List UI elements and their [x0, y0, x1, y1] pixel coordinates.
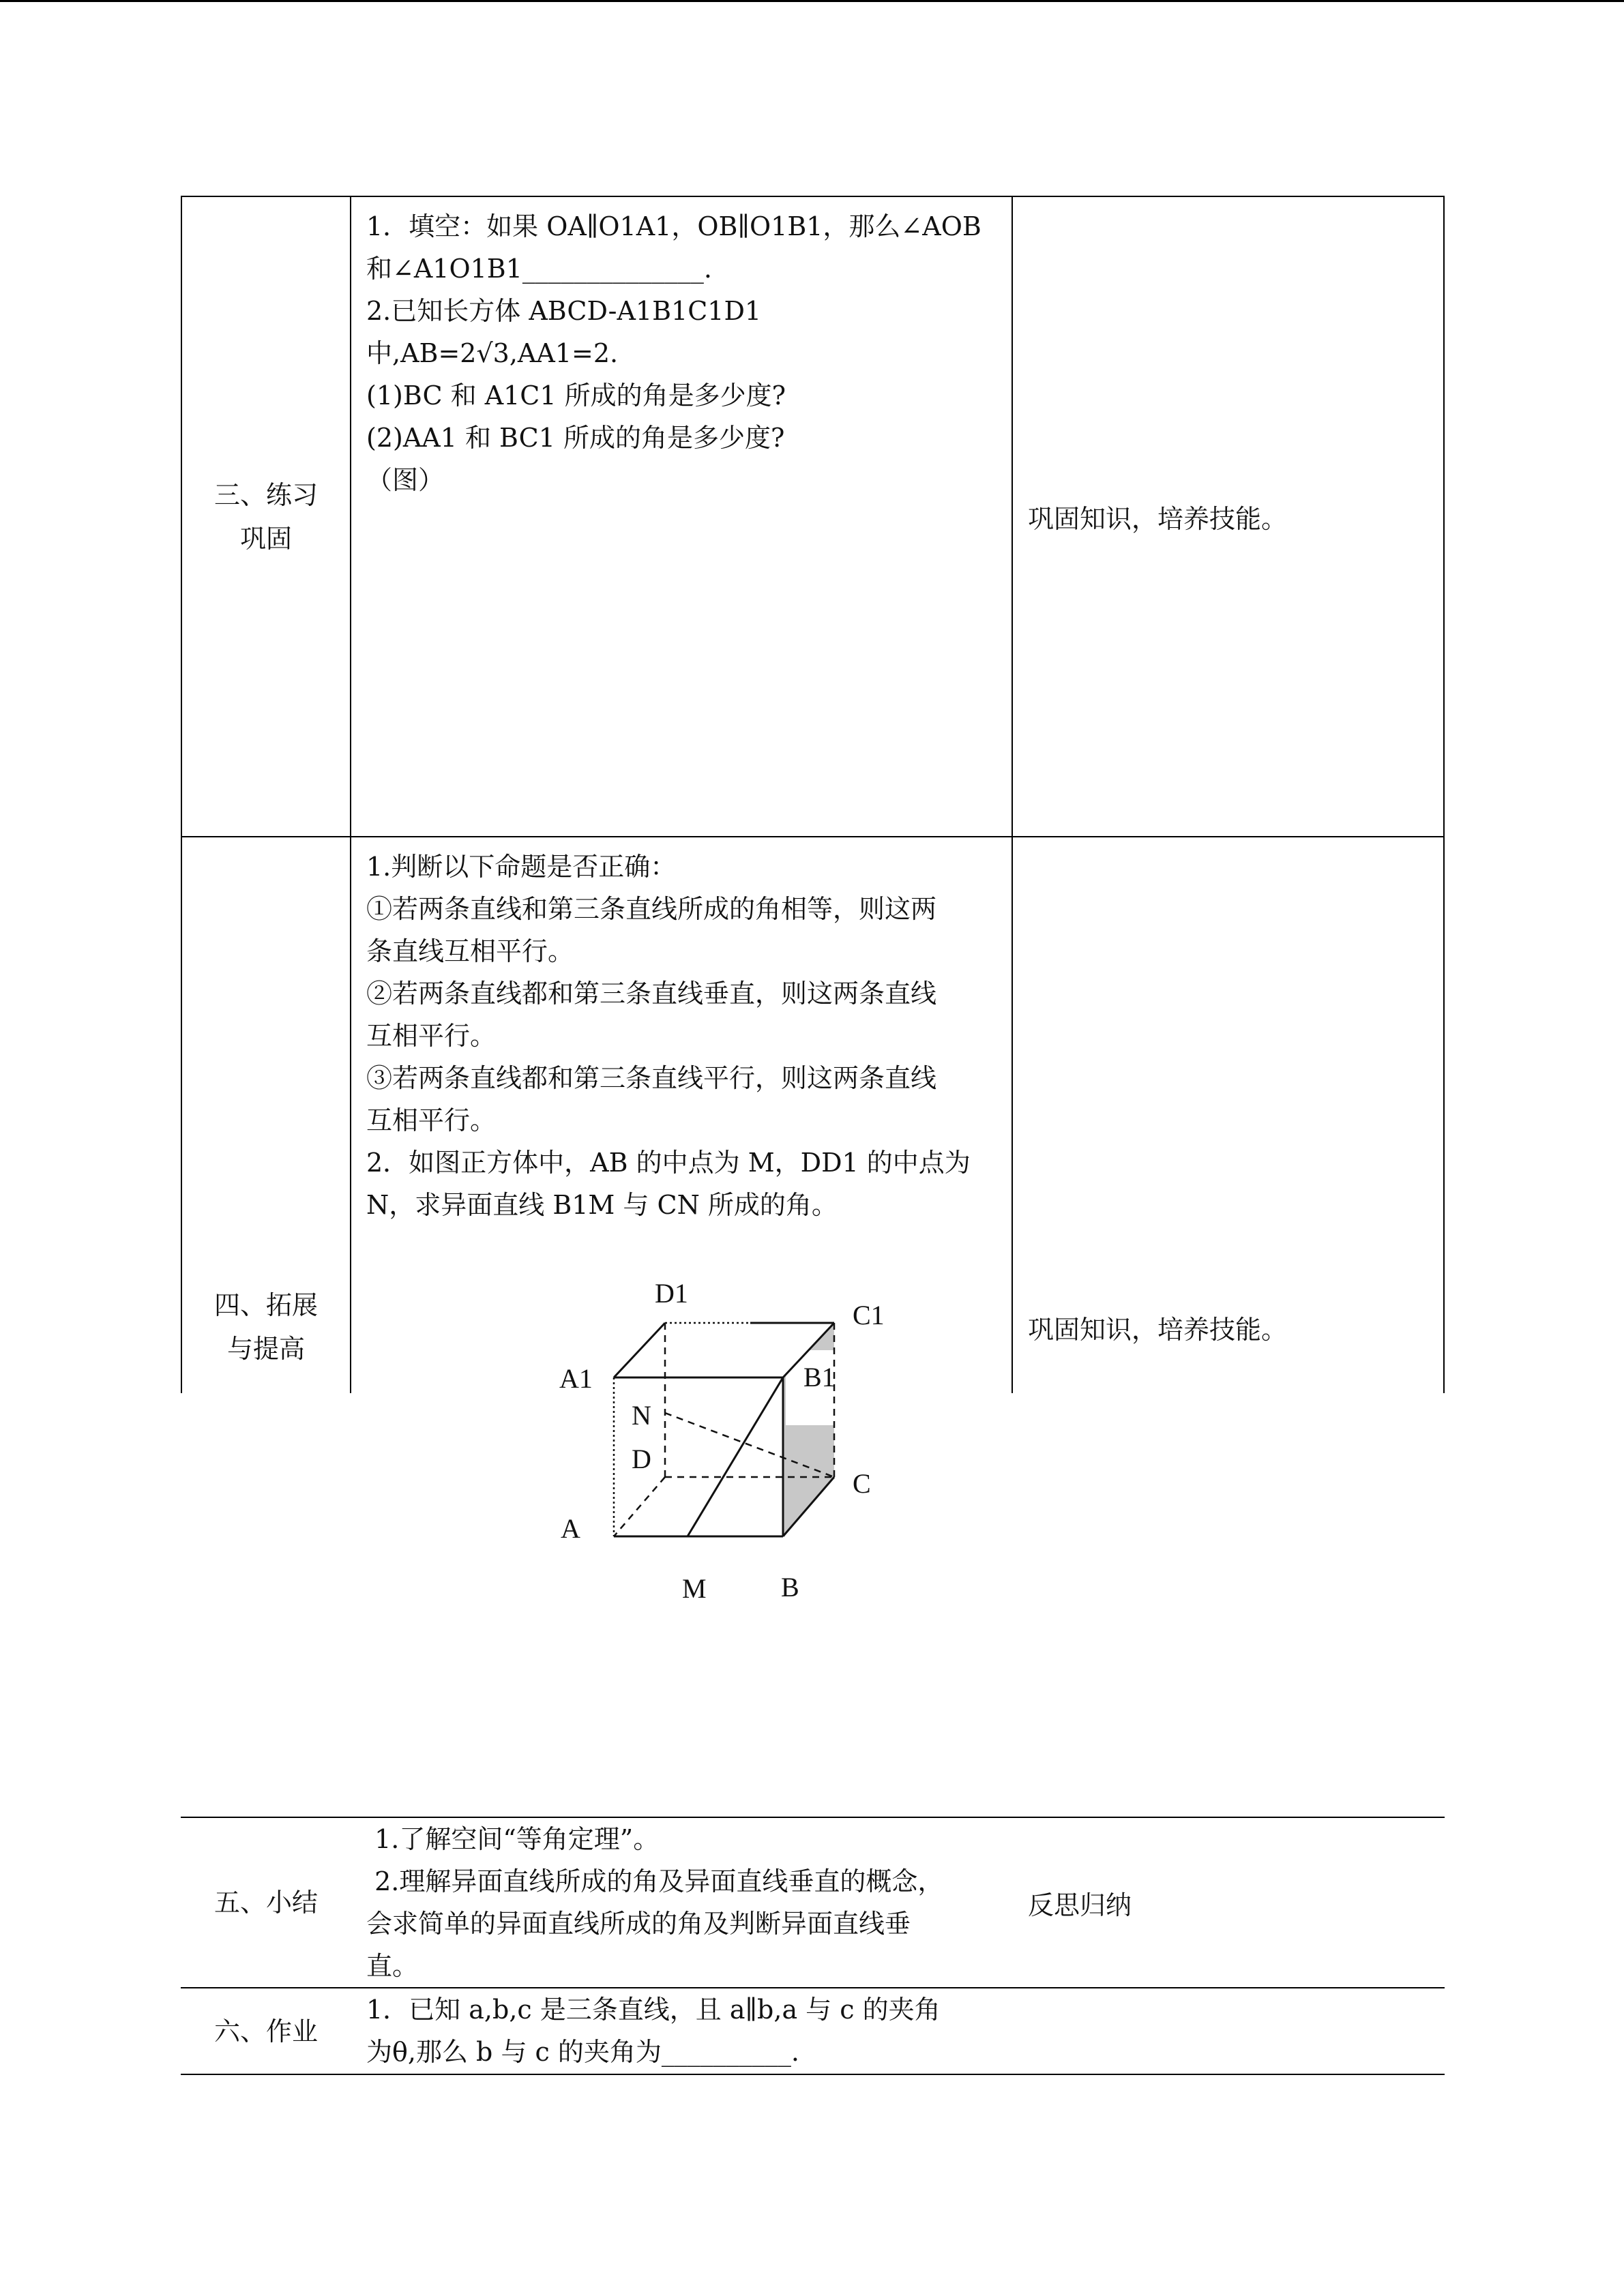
row-content-summary — [351, 1818, 1012, 1987]
row-note-summary — [1013, 1818, 1443, 1987]
vertex-label-a1: A1 — [559, 1363, 593, 1394]
vertex-label-m: M — [682, 1573, 707, 1604]
row-content-homework — [351, 1988, 1012, 2074]
segment-b1m — [688, 1377, 783, 1536]
table-border-bottom — [181, 2074, 1445, 2075]
note-text: 巩固知识，培养技能。 — [1028, 1314, 1288, 1345]
content-line: 条直线互相平行。 — [366, 936, 574, 966]
content-line: （图） — [366, 465, 445, 495]
row-label-line: 与提高 — [226, 1334, 305, 1364]
note-text: 反思归纳 — [1028, 1890, 1132, 1920]
page-top-border — [0, 0, 1624, 2]
row-label-practice — [182, 197, 350, 836]
content-line: 2.已知长方体 ABCD-A1B1C1D1 中,AB=2√3,AA1=2. — [366, 296, 770, 368]
content-line: 和∠A1O1B1______________. — [366, 254, 712, 284]
content-line: (1)BC 和 A1C1 所成的角是多少度? — [366, 381, 786, 411]
content-line: ③若两条直线都和第三条直线平行，则这两条直线 — [366, 1063, 937, 1093]
row-label-homework — [182, 1988, 350, 2074]
content-line: 互相平行。 — [366, 1021, 497, 1051]
content-line: 互相平行。 — [366, 1105, 497, 1135]
row-label-extension — [182, 837, 350, 1817]
content-line: 直。 — [366, 1951, 419, 1981]
content-line: 1.判断以下命题是否正确： — [366, 852, 677, 882]
content-line: 2.理解异面直线所成的角及异面直线垂直的概念， — [366, 1866, 944, 1896]
table-border-right — [1443, 196, 1445, 1393]
row-label-line: 五、小结 — [213, 1888, 318, 1918]
row-note-homework — [1013, 1988, 1443, 2074]
content-line: 2．如图正方体中，AB 的中点为 M，DD1 的中点为 — [366, 1148, 971, 1178]
vertex-label-a: A — [561, 1513, 580, 1544]
row-note-extension — [1013, 837, 1443, 1817]
vertex-label-d: D — [632, 1444, 651, 1474]
row-label-summary — [182, 1818, 350, 1987]
content-line: ②若两条直线都和第三条直线垂直，则这两条直线 — [366, 979, 937, 1009]
vertex-label-c: C — [853, 1468, 871, 1499]
content-line: N，求异面直线 B1M 与 CN 所成的角。 — [366, 1190, 838, 1220]
content-line: ①若两条直线和第三条直线所成的角相等，则这两 — [366, 894, 937, 924]
edge-ad — [614, 1477, 665, 1536]
content-line: 1．已知 a,b,c 是三条直线，且 a∥b,a 与 c 的夹角 — [366, 1995, 941, 2025]
row-note-practice — [1013, 197, 1443, 836]
cube-figure — [546, 1268, 900, 1609]
content-line: 为θ,那么 b 与 c 的夹角为__________. — [366, 2037, 799, 2067]
edge-a1d1 — [614, 1323, 665, 1377]
content-line: 1．填空：如果 OA∥O1A1，OB∥O1B1，那么∠AOB — [366, 211, 981, 241]
content-line: 1.了解空间“等角定理”。 — [366, 1824, 660, 1854]
vertex-label-b1: B1 — [803, 1362, 836, 1392]
row-content-practice — [351, 197, 1012, 836]
vertex-label-b: B — [781, 1572, 799, 1602]
content-line: 会求简单的异面直线所成的角及判断异面直线垂 — [366, 1909, 911, 1939]
note-text: 巩固知识，培养技能。 — [1028, 504, 1288, 534]
row-label-line: 三、练习 — [213, 479, 318, 510]
vertex-label-d1: D1 — [655, 1278, 688, 1309]
row-label-line: 四、拓展 — [213, 1290, 318, 1320]
row-label-line: 巩固 — [239, 523, 292, 554]
vertex-label-c1: C1 — [853, 1300, 885, 1330]
content-line: (2)AA1 和 BC1 所成的角是多少度? — [366, 423, 785, 453]
row-label-line: 六、作业 — [213, 2016, 318, 2046]
vertex-label-n: N — [632, 1400, 651, 1431]
